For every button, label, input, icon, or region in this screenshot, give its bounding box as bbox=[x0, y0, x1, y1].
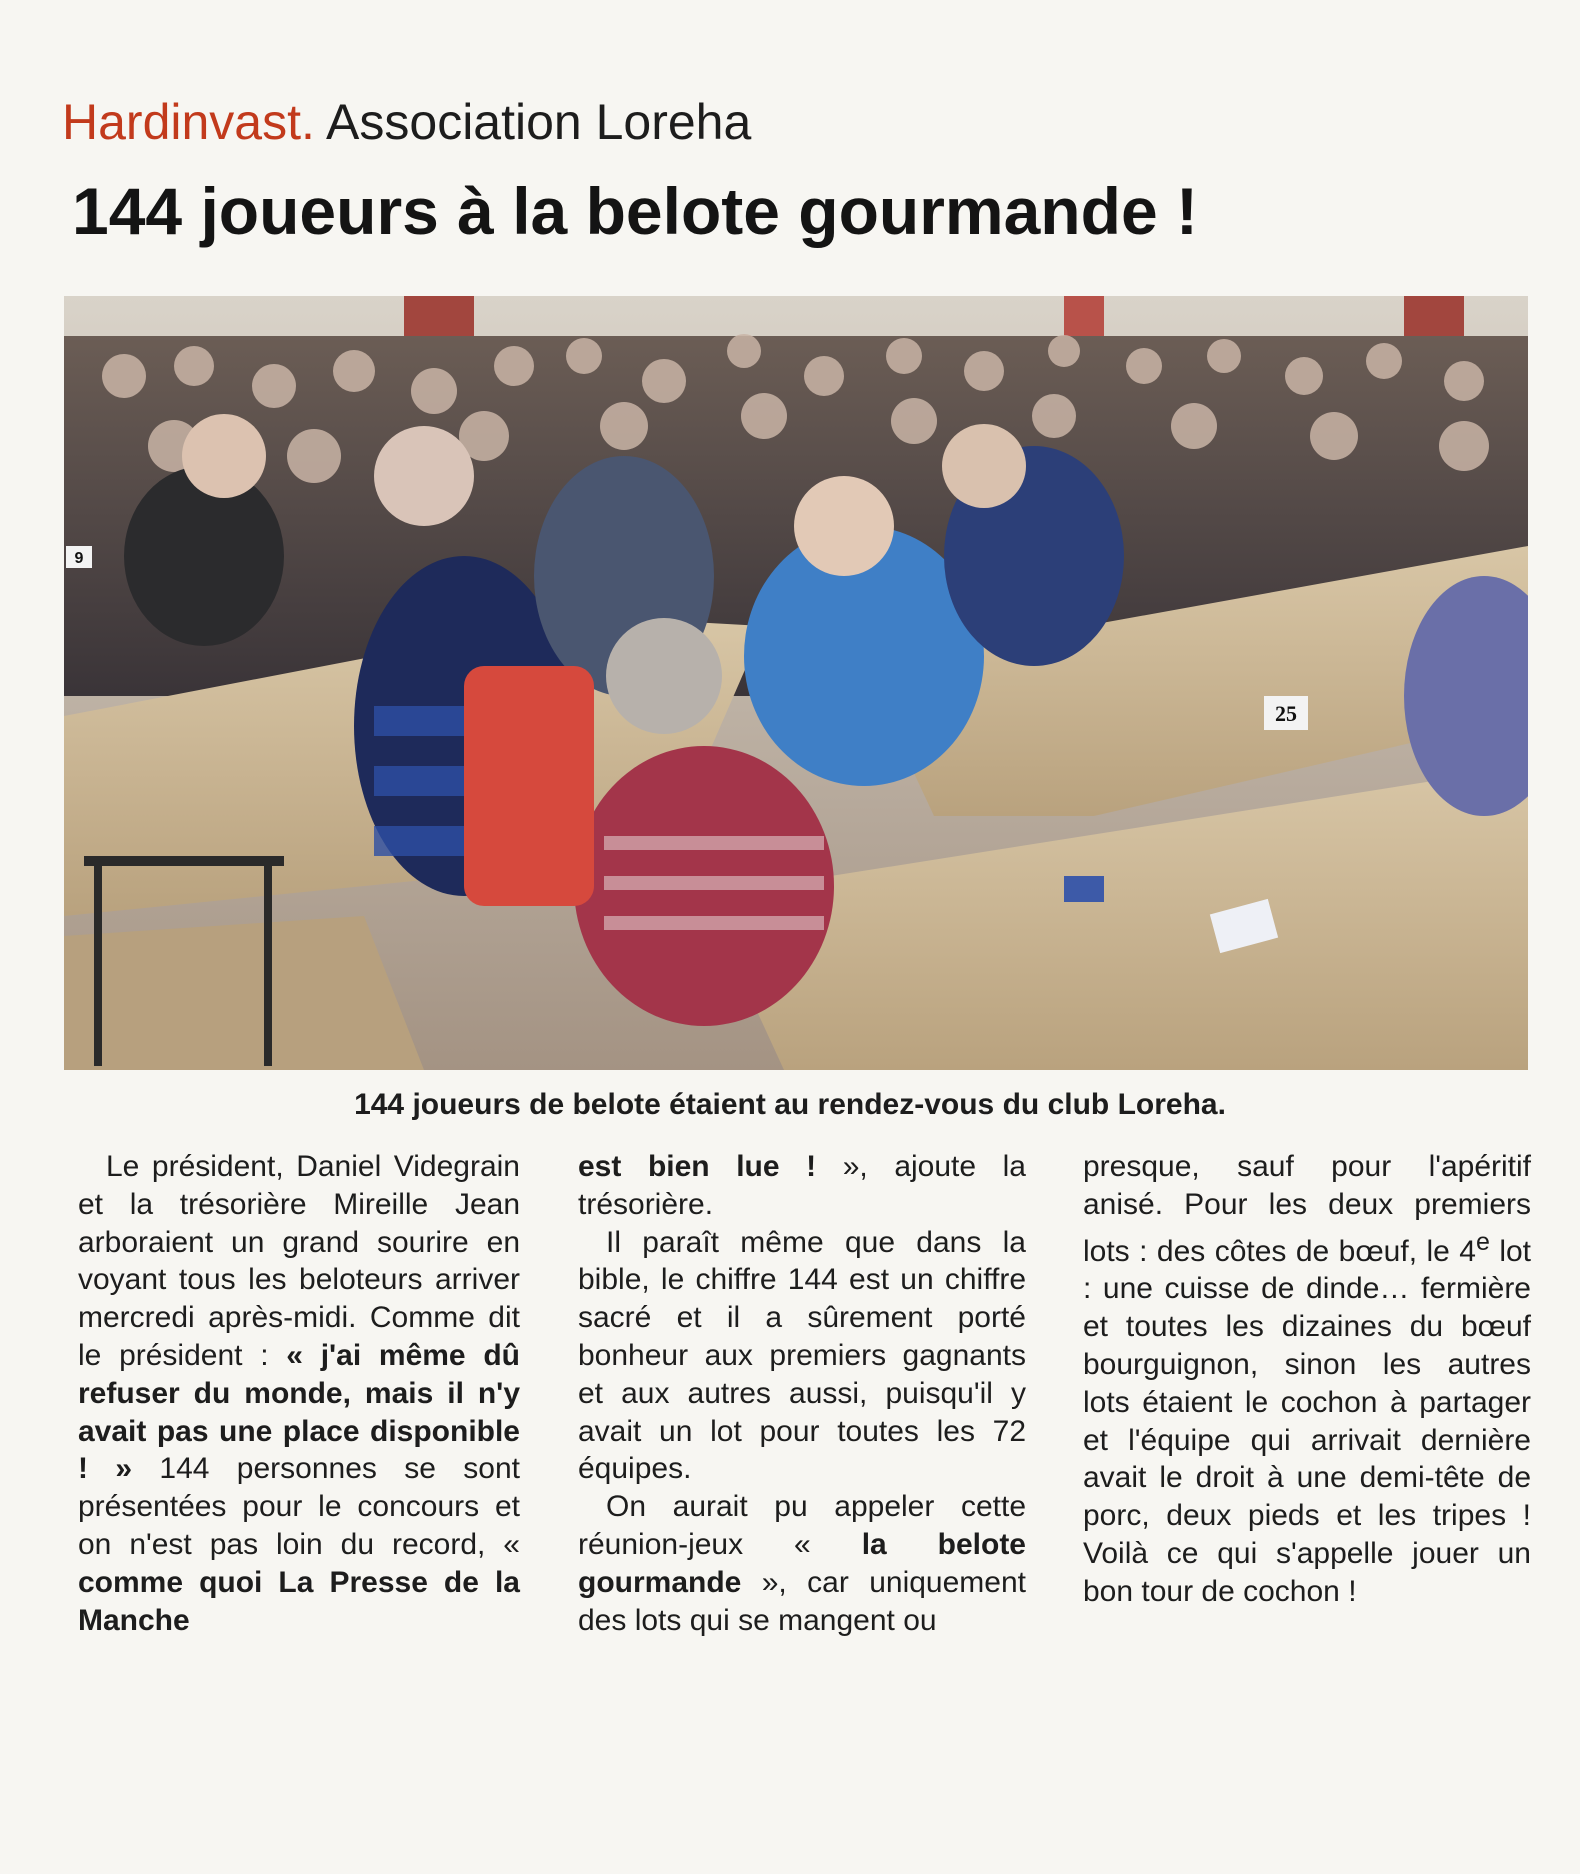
col1-text-2: 144 personnes se sont présentées pour le concours et on n'est pas loin du record, « bbox=[78, 1452, 520, 1561]
col2-text-2: Il paraît même que dans la bible, le chiffre 144 est un chiffre sacré et il a sûrement porté bonheur aux premiers gagnants et aux autres aussi, puisqu'il y avait un lot pour toutes les 72 équipes. bbox=[578, 1225, 1026, 1486]
col2-text-3a: On aurait pu appeler cette réunion-jeux « bbox=[578, 1490, 1026, 1561]
article-photo bbox=[64, 296, 1528, 1070]
col3-text-1: presque, sauf pour l'apéritif anisé. Pour les deux premiers lots : des côtes de bœuf, le 4 bbox=[1083, 1150, 1531, 1268]
article-headline: 144 joueurs à la belote gourmande ! bbox=[72, 174, 1198, 248]
column-3 bbox=[1083, 1148, 1531, 1611]
belote-hall-photo bbox=[64, 296, 1528, 1070]
col1-paragraph bbox=[78, 1148, 520, 1639]
col3-paragraph bbox=[1083, 1148, 1531, 1611]
col2-quote-end: est bien lue ! bbox=[578, 1150, 817, 1183]
col2-paragraph-1 bbox=[578, 1148, 1026, 1224]
col2-quote-belote: la belote gourmande bbox=[578, 1527, 1026, 1599]
table-number-25: 25 bbox=[1275, 701, 1297, 726]
col1-quote-2: comme quoi La Presse de la Manche bbox=[78, 1565, 520, 1637]
col3-superscript: e bbox=[1475, 1227, 1490, 1256]
col1-quote-1: « j'ai même dû refuser du monde, mais il n'y avait pas une place disponible ! » bbox=[78, 1338, 520, 1486]
column-1 bbox=[78, 1148, 520, 1639]
col3-text-2: lot : une cuisse de dinde… fermière et toutes les dizaines du bœuf bourguignon, sinon les autres lots étaient le cochon à partager et l'équipe qui arrivait dernière avait le droit à une demi-tête de porc, deux pieds et les tripes ! Voilà ce qui s'appelle jouer un bon tour de cochon ! bbox=[1083, 1234, 1531, 1608]
col2-paragraph-3 bbox=[578, 1488, 1026, 1639]
column-2 bbox=[578, 1148, 1026, 1639]
kicker-association: Association Loreha bbox=[326, 94, 752, 150]
col2-text-1: », ajoute la trésorière. bbox=[578, 1150, 1026, 1221]
col2-text-3b: », car uniquement des lots qui se mangent ou bbox=[578, 1565, 1026, 1637]
kicker-place: Hardinvast. bbox=[62, 94, 315, 150]
table-number-9: 9 bbox=[74, 550, 84, 567]
col1-text-1: Le président, Daniel Videgrain et la trésorière Mireille Jean arboraient un grand sourire en voyant tous les beloteurs arriver mercredi après-midi. Comme dit le président : bbox=[78, 1150, 520, 1372]
col2-paragraph-2 bbox=[578, 1224, 1026, 1489]
article-kicker bbox=[62, 92, 751, 152]
photo-caption: 144 joueurs de belote étaient au rendez-vous du club Loreha. bbox=[354, 1088, 1226, 1121]
